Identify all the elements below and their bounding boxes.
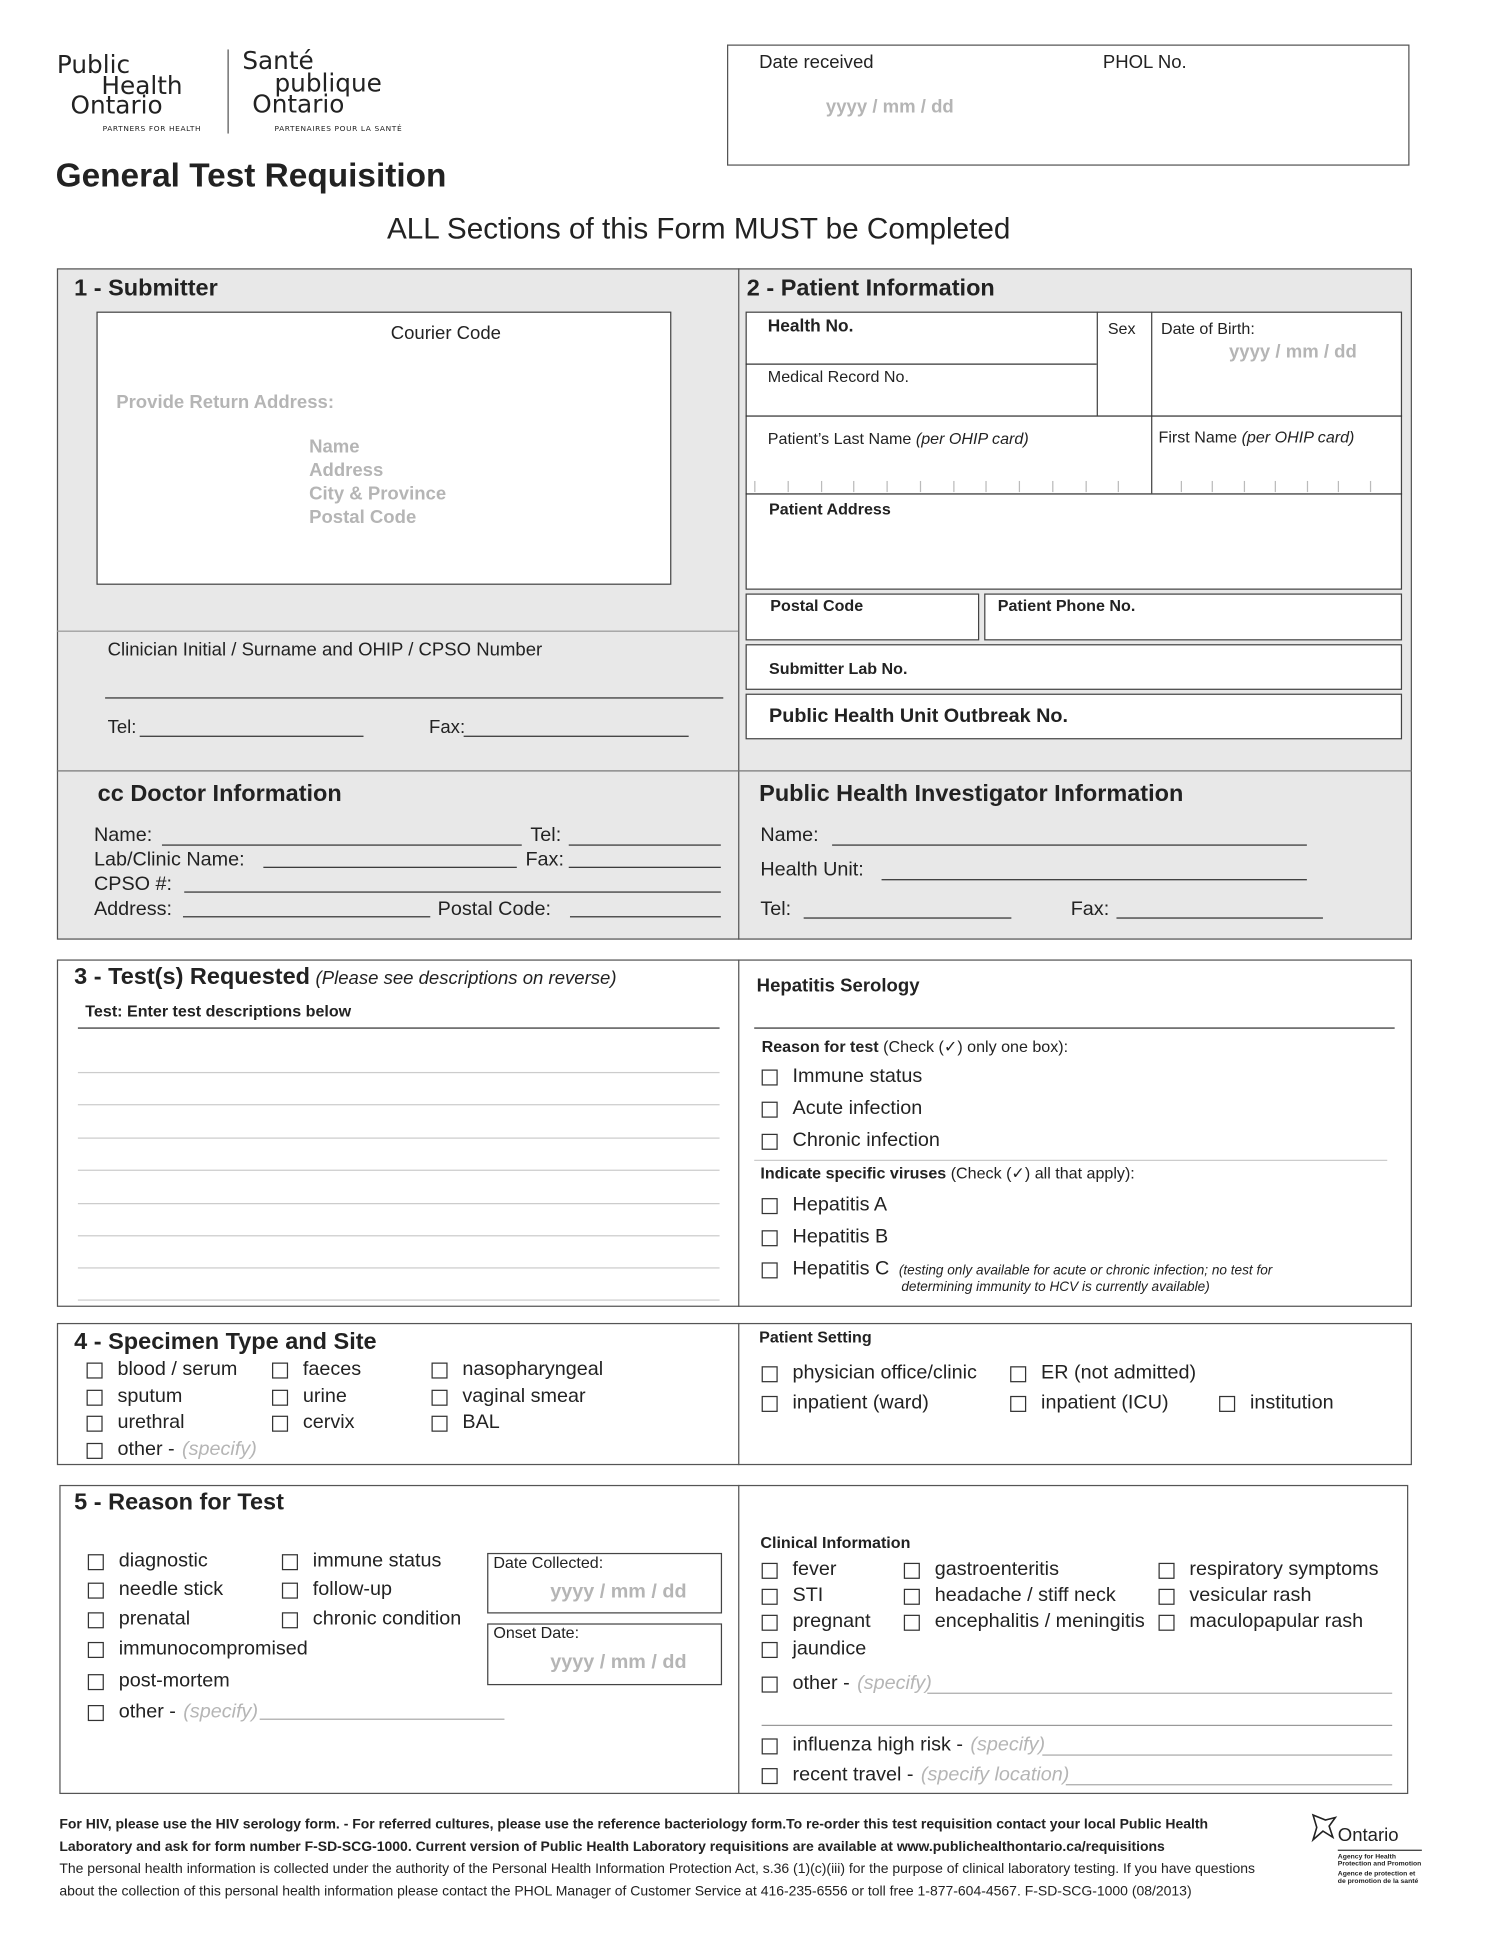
- letter-tick: [920, 481, 921, 492]
- tests-note: (Please see descriptions on reverse): [315, 968, 617, 990]
- checkbox-label: urethral: [117, 1411, 185, 1433]
- test-description-line[interactable]: [78, 1170, 720, 1171]
- courier-code-label: Courier Code: [390, 322, 502, 344]
- date-received-field[interactable]: yyyy / mm / dd: [825, 96, 954, 118]
- reason-heading: 5 - Reason for Test: [74, 1489, 284, 1516]
- cc-doctor-heading: cc Doctor Information: [97, 781, 342, 808]
- letter-tick: [986, 481, 987, 492]
- checkbox-label: sputum: [117, 1386, 183, 1408]
- checkbox-icon[interactable]: [432, 1415, 448, 1431]
- checkbox-label: inpatient (ward): [792, 1392, 929, 1414]
- address-hint: Name: [309, 436, 360, 458]
- reason-checkbox[interactable]: [282, 1579, 392, 1601]
- dob-label: Date of Birth:: [1160, 318, 1255, 338]
- checkbox-icon[interactable]: [272, 1362, 288, 1378]
- checkbox-icon[interactable]: [282, 1612, 298, 1628]
- hepatitis-heading: Hepatitis Serology: [756, 975, 920, 997]
- footer-line: The personal health information is collected under the authority of the Personal Health Information Protection Act, s.36 (1)(c)(iii) for the purpose of clinical laboratory testing. If you have questions: [59, 1862, 1255, 1877]
- checkbox-label: headache / stiff neck: [934, 1585, 1116, 1607]
- ontario-wordmark: Ontario: [1337, 1824, 1399, 1846]
- checkbox-label: jaundice: [792, 1638, 867, 1660]
- clinician-label: Clinician Initial / Surname and OHIP / CPSO Number: [107, 639, 543, 661]
- cc-name-label: Name:: [93, 824, 153, 846]
- address-hint: City & Province: [309, 483, 447, 505]
- dob-field[interactable]: yyyy / mm / dd: [1228, 341, 1357, 363]
- logo-text: Ontario: [70, 90, 163, 120]
- checkbox-icon[interactable]: [762, 1588, 778, 1604]
- checkbox-icon[interactable]: [282, 1554, 298, 1570]
- checkbox-icon[interactable]: [762, 1133, 778, 1149]
- test-description-line[interactable]: [78, 1235, 720, 1236]
- checkbox-label: faeces: [302, 1358, 362, 1380]
- checkbox-label: cervix: [302, 1411, 355, 1433]
- letter-tick: [1052, 481, 1053, 492]
- clinical-heading: Clinical Information: [760, 1533, 911, 1552]
- checkbox-icon[interactable]: [88, 1641, 104, 1657]
- specimen-checkbox-other[interactable]: [87, 1439, 257, 1461]
- specimen-checkbox[interactable]: [87, 1359, 238, 1381]
- checkbox-label: encephalitis / meningitis: [934, 1611, 1145, 1633]
- letter-tick: [1181, 481, 1182, 492]
- checkbox-icon[interactable]: [432, 1362, 448, 1378]
- checkbox-label: Immune status: [792, 1065, 923, 1087]
- checkbox-label: gastroenteritis: [934, 1559, 1059, 1581]
- influenza-checkbox[interactable]: [762, 1735, 1046, 1757]
- checkbox-label: nasopharyngeal: [462, 1358, 604, 1380]
- checkbox-label: fever: [792, 1559, 837, 1581]
- checkbox-icon[interactable]: [762, 1197, 778, 1213]
- reason-checkbox[interactable]: [282, 1609, 461, 1631]
- logo-text: Santé: [242, 45, 314, 76]
- test-description-line[interactable]: [78, 1104, 720, 1105]
- checkbox-icon[interactable]: [1219, 1395, 1235, 1411]
- clinical-checkbox[interactable]: [1159, 1611, 1364, 1633]
- clinical-checkbox-other[interactable]: [762, 1673, 932, 1695]
- checkbox-icon[interactable]: [904, 1562, 920, 1578]
- checkbox-icon[interactable]: [762, 1676, 778, 1692]
- checkbox-label: physician office/clinic: [792, 1362, 977, 1384]
- page-subtitle: ALL Sections of this Form MUST be Completed: [386, 212, 1011, 247]
- checkbox-label: recent travel -: [792, 1764, 914, 1786]
- checkbox-icon[interactable]: [904, 1614, 920, 1630]
- letter-tick: [754, 481, 755, 492]
- checkbox-icon[interactable]: [87, 1442, 103, 1458]
- footer-line: Laboratory and ask for form number F-SD-SCG-1000. Current version of Public Health Laboratory requisitions are available at www.publichealthontario.ca/requisitions: [59, 1839, 1165, 1855]
- clinical-checkbox[interactable]: [762, 1638, 867, 1660]
- letter-tick: [1212, 481, 1213, 492]
- checkbox-label: blood / serum: [117, 1358, 238, 1380]
- clinical-checkbox[interactable]: [1159, 1585, 1312, 1607]
- investigator-heading: Public Health Investigator Information: [759, 781, 1184, 808]
- checkbox-icon[interactable]: [1159, 1588, 1175, 1604]
- pho-logo: [56, 45, 416, 138]
- checkbox-label: Hepatitis C: [792, 1258, 890, 1280]
- checkbox-label: institution: [1250, 1392, 1334, 1414]
- agency-fr: Agence de protection et de promotion de la santé: [1337, 1870, 1419, 1886]
- checkbox-label: immunocompromised: [118, 1638, 308, 1660]
- checkbox-icon[interactable]: [282, 1582, 298, 1598]
- hep-reason-checkbox[interactable]: [762, 1098, 923, 1120]
- logo-text: Public: [56, 49, 131, 80]
- hep-virus-checkbox[interactable]: [762, 1227, 889, 1249]
- checkbox-icon[interactable]: [762, 1262, 778, 1278]
- checkbox-label: influenza high risk -: [792, 1734, 963, 1756]
- checkbox-label: vesicular rash: [1189, 1585, 1312, 1607]
- address-hint: Postal Code: [309, 506, 417, 528]
- checkbox-icon[interactable]: [762, 1069, 778, 1085]
- letter-tick: [787, 481, 788, 492]
- checkbox-icon[interactable]: [88, 1612, 104, 1628]
- checkbox-icon[interactable]: [88, 1554, 104, 1570]
- checkbox-icon[interactable]: [762, 1767, 778, 1783]
- agency-en: Agency for Health Protection and Promotion: [1337, 1853, 1422, 1869]
- hep-reason-checkbox[interactable]: [762, 1066, 923, 1088]
- specimen-heading: 4 - Specimen Type and Site: [74, 1329, 377, 1356]
- specimen-checkbox[interactable]: [272, 1386, 347, 1408]
- first-name-text: First Name: [1158, 427, 1238, 447]
- checkbox-label: immune status: [312, 1550, 442, 1572]
- cc-address-field[interactable]: [183, 916, 430, 917]
- tests-heading: [74, 964, 616, 991]
- reason-checkbox[interactable]: [88, 1609, 190, 1631]
- phi-fax-label: Fax:: [1070, 898, 1110, 920]
- test-description-line[interactable]: [78, 1267, 720, 1268]
- checkbox-label: ER (not admitted): [1041, 1362, 1197, 1384]
- checkbox-label: inpatient (ICU): [1041, 1392, 1169, 1414]
- phi-tel-field[interactable]: [804, 917, 1012, 918]
- specimen-checkbox[interactable]: [87, 1386, 183, 1408]
- hep-viruses-rest: (Check (✓) all that apply):: [950, 1163, 1135, 1182]
- return-address-label: Provide Return Address:: [116, 391, 335, 413]
- patient-address-label: Patient Address: [769, 499, 891, 519]
- checkbox-label: other -: [792, 1672, 850, 1694]
- clinical-checkbox[interactable]: [1159, 1559, 1379, 1581]
- reason-checkbox[interactable]: [88, 1579, 223, 1601]
- return-address-box[interactable]: [96, 312, 671, 585]
- phi-health-unit-label: Health Unit:: [760, 859, 864, 881]
- hep-reason-rest: (Check (✓) only one box):: [883, 1037, 1069, 1056]
- checkbox-label: other -: [117, 1439, 175, 1461]
- reason-checkbox-other[interactable]: [88, 1701, 258, 1723]
- setting-checkbox[interactable]: [762, 1392, 929, 1414]
- cc-cpso-field[interactable]: [184, 891, 721, 892]
- checkbox-label: respiratory symptoms: [1189, 1559, 1379, 1581]
- specify-hint: (specify): [182, 1439, 257, 1461]
- specimen-checkbox[interactable]: [432, 1412, 500, 1434]
- hep-reason-bold: Reason for test: [761, 1037, 879, 1056]
- checkbox-icon[interactable]: [87, 1389, 103, 1405]
- page-title: General Test Requisition: [55, 157, 447, 195]
- specimen-checkbox[interactable]: [87, 1412, 185, 1434]
- influenza-field[interactable]: [1042, 1754, 1392, 1755]
- checkbox-icon[interactable]: [762, 1230, 778, 1246]
- phi-health-unit-field[interactable]: [882, 879, 1307, 880]
- checkbox-label: Hepatitis B: [792, 1226, 889, 1248]
- hcv-note-line: (testing only available for acute or chronic infection; no test for: [898, 1263, 1273, 1279]
- last-name-text: Patient’s Last Name: [767, 429, 912, 448]
- logo-text: Health: [101, 70, 183, 101]
- first-name-label: [1159, 428, 1355, 447]
- setting-checkbox[interactable]: [1010, 1363, 1196, 1385]
- reason-checkbox[interactable]: [282, 1550, 442, 1572]
- test-description-line[interactable]: [78, 1203, 720, 1204]
- checkbox-icon[interactable]: [762, 1562, 778, 1578]
- checkbox-icon[interactable]: [87, 1362, 103, 1378]
- date-collected-placeholder: yyyy / mm / dd: [550, 1581, 687, 1603]
- checkbox-icon[interactable]: [88, 1582, 104, 1598]
- letter-tick: [820, 481, 821, 492]
- checkbox-label: BAL: [462, 1411, 500, 1433]
- submitter-heading: 1 - Submitter: [74, 275, 218, 302]
- onset-date-label: Onset Date:: [493, 1623, 580, 1642]
- address-hint: Address: [309, 459, 384, 481]
- cc-name-field[interactable]: [162, 844, 522, 845]
- specimen-checkbox[interactable]: [272, 1412, 355, 1434]
- hcv-note-line: determining immunity to HCV is currently available): [901, 1279, 1210, 1295]
- logo-text: publique: [274, 68, 382, 98]
- letter-tick: [1085, 481, 1086, 492]
- cc-lab-label: Lab/Clinic Name:: [93, 849, 245, 871]
- checkbox-label: pregnant: [792, 1611, 871, 1633]
- setting-checkbox[interactable]: [1219, 1392, 1333, 1414]
- cc-lab-field[interactable]: [263, 867, 516, 868]
- hcv-note: [899, 1264, 1272, 1296]
- footer-line: about the collection of this personal health information please contact the PHOL Manager of Customer Service at 416-235-6556 or toll free 1-877-604-4567. F-SD-SCG-1000 (08/2013): [59, 1884, 1192, 1900]
- setting-heading: Patient Setting: [759, 1327, 872, 1347]
- travel-checkbox[interactable]: [762, 1764, 1070, 1786]
- cc-address-label: Address:: [93, 898, 173, 920]
- checkbox-icon[interactable]: [762, 1614, 778, 1630]
- clinician-field[interactable]: [105, 697, 723, 698]
- submitter-lab-label: Submitter Lab No.: [769, 659, 908, 678]
- checkbox-icon[interactable]: [1010, 1395, 1026, 1411]
- patient-phone-label: Patient Phone No.: [997, 595, 1136, 615]
- tests-heading-text: 3 - Test(s) Requested: [74, 964, 311, 991]
- specimen-checkbox[interactable]: [432, 1359, 604, 1381]
- checkbox-icon[interactable]: [762, 1366, 778, 1382]
- clinical-checkbox[interactable]: [904, 1559, 1059, 1581]
- health-no-label: Health No.: [767, 315, 854, 336]
- phi-name-field[interactable]: [832, 844, 1307, 845]
- checkbox-label: other -: [118, 1701, 176, 1723]
- last-name-label: [768, 429, 1029, 448]
- letter-tick: [1338, 481, 1339, 492]
- phi-name-label: Name:: [760, 824, 819, 846]
- hep-viruses-label: [760, 1163, 1134, 1183]
- submitter-tel-label: Tel:: [107, 717, 137, 739]
- cc-fax-label: Fax:: [525, 849, 564, 871]
- checkbox-label: follow-up: [312, 1578, 392, 1600]
- clinical-checkbox[interactable]: [904, 1585, 1116, 1607]
- clinical-checkbox[interactable]: [762, 1585, 824, 1607]
- checkbox-label: Hepatitis A: [792, 1194, 888, 1216]
- postal-code-label: Postal Code: [770, 595, 864, 615]
- letter-tick: [853, 481, 854, 492]
- checkbox-label: Acute infection: [792, 1097, 923, 1119]
- hep-reason-label: [762, 1037, 1068, 1057]
- setting-checkbox[interactable]: [1010, 1392, 1168, 1414]
- specimen-checkbox[interactable]: [432, 1386, 586, 1408]
- trillium-icon: [1308, 1813, 1338, 1845]
- reason-other-field[interactable]: [260, 1719, 505, 1720]
- checkbox-label: Chronic infection: [792, 1130, 940, 1152]
- submitter-fax-label: Fax:: [429, 717, 466, 739]
- per-ohip-note: (per OHIP card): [915, 429, 1029, 448]
- checkbox-icon[interactable]: [272, 1389, 288, 1405]
- cc-postal-field[interactable]: [570, 916, 721, 917]
- specify-hint: (specify): [970, 1734, 1046, 1756]
- clinical-checkbox[interactable]: [904, 1611, 1145, 1633]
- footer-text: [59, 1814, 1255, 1903]
- letter-tick: [1369, 481, 1370, 492]
- cc-postal-label: Postal Code:: [437, 898, 551, 920]
- checkbox-icon[interactable]: [88, 1704, 104, 1720]
- onset-date-placeholder: yyyy / mm / dd: [550, 1651, 687, 1673]
- checkbox-icon[interactable]: [88, 1673, 104, 1689]
- logo-text: Ontario: [252, 89, 345, 119]
- logo-tagline: PARTNERS FOR HEALTH: [102, 124, 202, 134]
- sex-label: Sex: [1107, 318, 1136, 338]
- test-description-line[interactable]: [78, 1072, 720, 1073]
- checkbox-icon[interactable]: [272, 1415, 288, 1431]
- cc-fax-field[interactable]: [569, 867, 721, 868]
- date-collected-label: Date Collected:: [493, 1552, 604, 1572]
- letter-tick: [1244, 481, 1245, 492]
- checkbox-icon[interactable]: [762, 1395, 778, 1411]
- checkbox-label: prenatal: [118, 1608, 191, 1630]
- hep-virus-checkbox[interactable]: [762, 1194, 887, 1216]
- letter-tick: [1275, 481, 1276, 492]
- checkbox-label: post-mortem: [118, 1670, 230, 1692]
- logo-tagline: PARTENAIRES POUR LA SANTÉ: [274, 124, 403, 134]
- letter-tick: [1019, 481, 1020, 492]
- checkbox-label: needle stick: [118, 1578, 224, 1600]
- reason-checkbox[interactable]: [88, 1670, 230, 1692]
- cc-tel-label: Tel:: [530, 824, 562, 846]
- phi-fax-field[interactable]: [1116, 917, 1322, 918]
- reason-checkbox[interactable]: [88, 1638, 308, 1660]
- travel-field[interactable]: [1066, 1784, 1392, 1785]
- setting-checkbox[interactable]: [762, 1363, 977, 1385]
- checkbox-label: vaginal smear: [462, 1386, 586, 1408]
- hep-viruses-bold: Indicate specific viruses: [760, 1163, 947, 1182]
- checkbox-icon[interactable]: [87, 1415, 103, 1431]
- clinical-checkbox[interactable]: [762, 1559, 837, 1581]
- phol-no-label: PHOL No.: [1102, 51, 1187, 73]
- tests-sublabel: Test: Enter test descriptions below: [85, 1001, 352, 1021]
- specify-hint: (specify): [857, 1672, 932, 1694]
- checkbox-label: STI: [792, 1585, 824, 1607]
- checkbox-label: chronic condition: [312, 1608, 462, 1630]
- letter-tick: [1307, 481, 1308, 492]
- checkbox-label: urine: [302, 1386, 347, 1408]
- cc-tel-field[interactable]: [569, 844, 721, 845]
- checkbox-label: diagnostic: [118, 1550, 208, 1572]
- clinical-other-field[interactable]: [927, 1693, 1392, 1694]
- specify-hint: (specify location): [920, 1764, 1070, 1786]
- hep-virus-checkbox[interactable]: [762, 1259, 890, 1281]
- checkbox-icon[interactable]: [432, 1389, 448, 1405]
- outbreak-label: Public Health Unit Outbreak No.: [769, 705, 1069, 728]
- checkbox-icon[interactable]: [1159, 1614, 1175, 1630]
- checkbox-icon[interactable]: [762, 1101, 778, 1117]
- checkbox-icon[interactable]: [762, 1641, 778, 1657]
- letter-tick: [953, 481, 954, 492]
- phi-tel-label: Tel:: [760, 898, 792, 920]
- checkbox-icon[interactable]: [904, 1588, 920, 1604]
- footer-line: For HIV, please use the HIV serology form. - For referred cultures, please use the reference bacteriology form.To re-order this test requisition contact your local Public Health: [59, 1817, 1209, 1833]
- test-description-line[interactable]: [78, 1137, 720, 1138]
- checkbox-icon[interactable]: [1010, 1366, 1026, 1382]
- clinical-checkbox[interactable]: [762, 1611, 871, 1633]
- per-ohip-note: (per OHIP card): [1241, 427, 1355, 447]
- letter-tick: [1118, 481, 1119, 492]
- checkbox-icon[interactable]: [762, 1738, 778, 1754]
- specimen-checkbox[interactable]: [272, 1359, 361, 1381]
- reason-checkbox[interactable]: [88, 1550, 208, 1572]
- test-description-line[interactable]: [78, 1299, 720, 1300]
- checkbox-icon[interactable]: [1159, 1562, 1175, 1578]
- letter-tick: [886, 481, 887, 492]
- cc-cpso-label: CPSO #:: [93, 874, 173, 896]
- submitter-tel-field[interactable]: [140, 736, 364, 737]
- hep-reason-checkbox[interactable]: [762, 1130, 940, 1152]
- date-received-label: Date received: [759, 51, 874, 73]
- checkbox-label: maculopapular rash: [1189, 1611, 1364, 1633]
- patient-heading: 2 - Patient Information: [746, 275, 995, 302]
- submitter-fax-field[interactable]: [464, 736, 689, 737]
- specify-hint: (specify): [183, 1701, 259, 1723]
- medical-record-label: Medical Record No.: [767, 367, 909, 386]
